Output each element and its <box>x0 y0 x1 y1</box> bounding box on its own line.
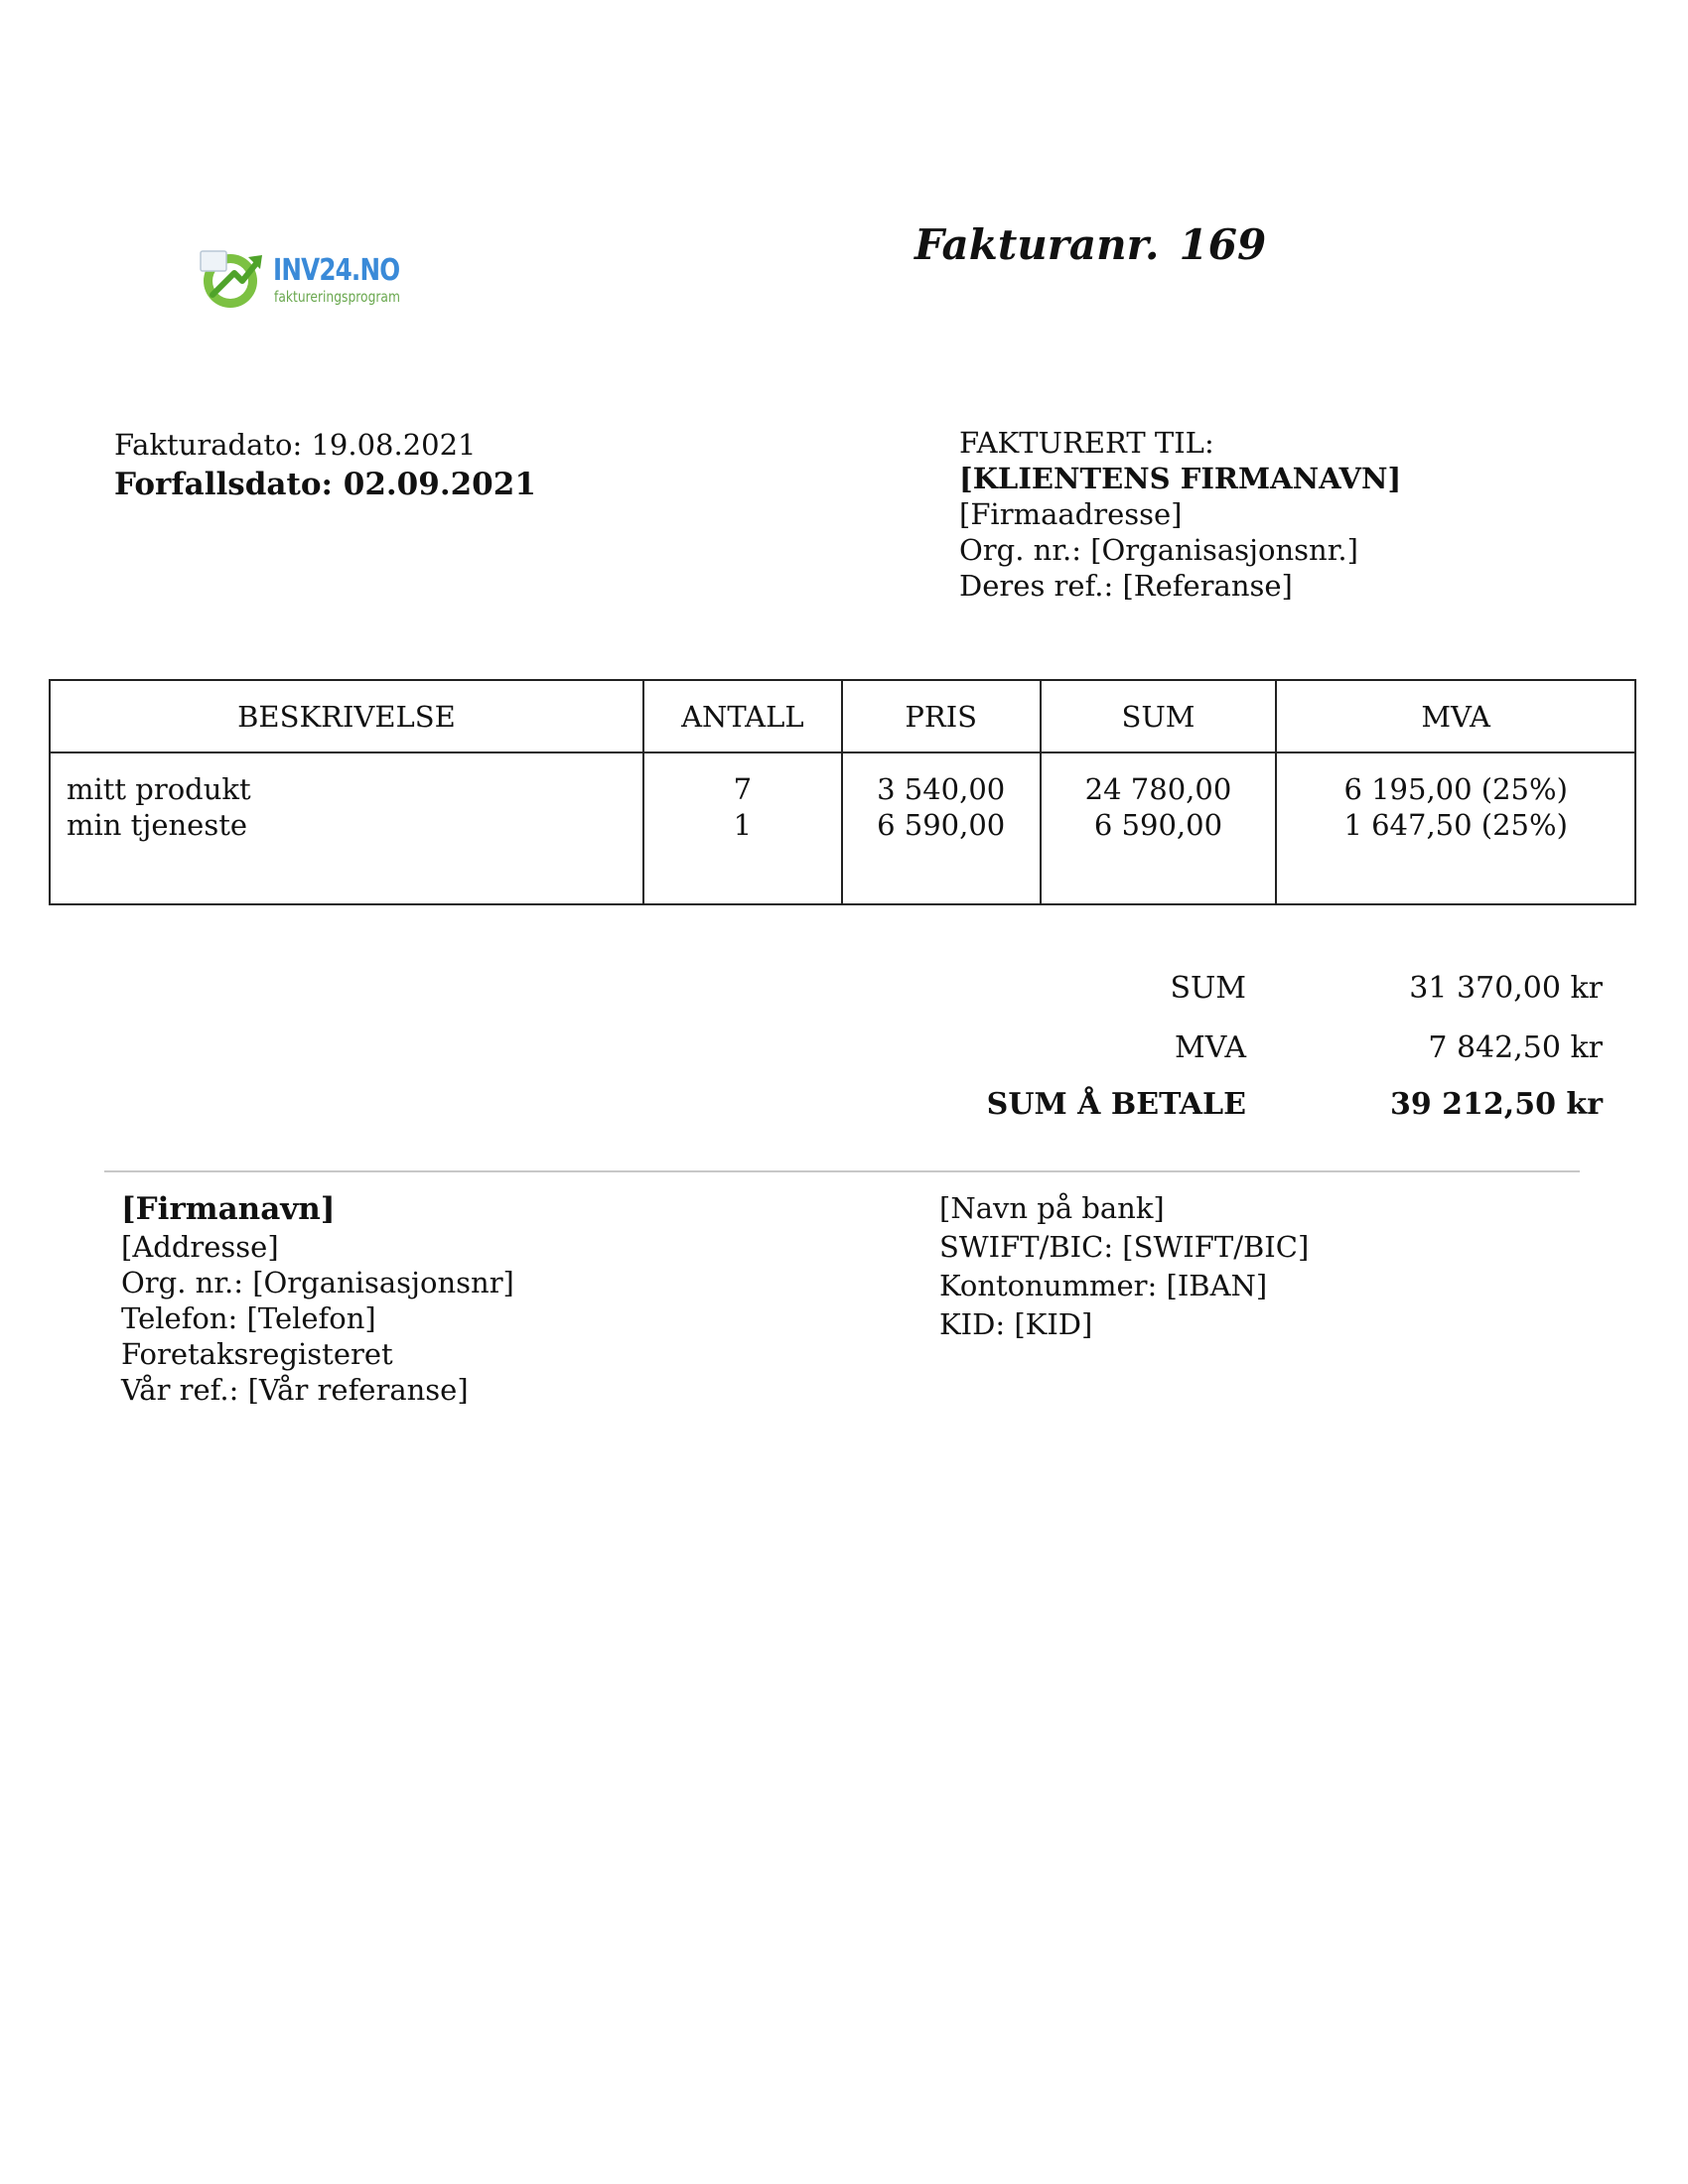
subtotal-value: 31 370,00 kr <box>1409 971 1603 1006</box>
bank-name: [Navn på bank] <box>939 1191 1165 1225</box>
company-logo <box>199 243 417 323</box>
sender-details <box>121 1189 514 1408</box>
vat-total-label: MVA <box>1174 1030 1246 1065</box>
logo-subtitle: faktureringsprogram <box>274 288 400 306</box>
amount-due-label: SUM Å BETALE <box>986 1087 1246 1122</box>
table-header-row <box>50 680 1635 752</box>
column-header-sum: SUM <box>1041 680 1277 752</box>
bank-swift: SWIFT/BIC: [SWIFT/BIC] <box>939 1230 1310 1264</box>
vat-cell <box>1276 752 1635 904</box>
subtotal-label: SUM <box>1170 971 1246 1006</box>
item-description: min tjeneste <box>67 808 248 842</box>
item-quantity: 1 <box>733 808 753 842</box>
bank-kid: KID: [KID] <box>939 1307 1093 1341</box>
table-row <box>50 752 1635 904</box>
invoice-number <box>914 220 1266 269</box>
sender-registry: Foretaksregisteret <box>121 1337 393 1371</box>
footer-divider <box>104 1170 1580 1172</box>
sender-phone: Telefon: [Telefon] <box>121 1301 376 1335</box>
billed-to <box>959 425 1401 604</box>
invoice-number-label: Fakturanr. <box>914 220 1160 269</box>
client-org-nr: Org. nr.: [Organisasjonsnr.] <box>959 533 1358 567</box>
vat-total-value: 7 842,50 kr <box>1428 1030 1603 1065</box>
sum-cell <box>1041 752 1277 904</box>
column-header-quantity: ANTALL <box>643 680 842 752</box>
client-reference: Deres ref.: [Referanse] <box>959 569 1293 603</box>
item-sum: 24 780,00 <box>1084 772 1232 806</box>
column-header-price: PRIS <box>842 680 1041 752</box>
price-cell <box>842 752 1041 904</box>
client-name: [KLIENTENS FIRMANAVN] <box>959 462 1402 495</box>
column-header-vat: MVA <box>1276 680 1635 752</box>
item-vat: 1 647,50 (25%) <box>1343 808 1568 842</box>
item-description: mitt produkt <box>67 772 251 806</box>
item-vat: 6 195,00 (25%) <box>1343 772 1568 806</box>
invoice-dates <box>114 425 536 504</box>
client-address: [Firmaadresse] <box>959 497 1183 531</box>
sender-reference: Vår ref.: [Vår referanse] <box>121 1373 469 1407</box>
billed-to-heading: FAKTURERT TIL: <box>959 426 1214 460</box>
quantity-cell <box>643 752 842 904</box>
logo-name: INV24.NO <box>273 253 400 288</box>
item-price: 6 590,00 <box>877 808 1006 842</box>
logo-emblem-icon <box>199 243 268 313</box>
sender-company-name: [Firmanavn] <box>121 1191 336 1227</box>
item-price: 3 540,00 <box>877 772 1006 806</box>
items-table <box>49 679 1636 905</box>
bank-account: Kontonummer: [IBAN] <box>939 1269 1268 1302</box>
due-date: Forfallsdato: 02.09.2021 <box>114 467 536 502</box>
sender-address: [Addresse] <box>121 1230 279 1264</box>
invoice-number-value: 169 <box>1179 220 1267 269</box>
bank-details <box>939 1189 1309 1344</box>
item-quantity: 7 <box>733 772 753 806</box>
invoice-date: Fakturadato: 19.08.2021 <box>114 428 477 462</box>
amount-due-value: 39 212,50 kr <box>1389 1087 1603 1122</box>
item-sum: 6 590,00 <box>1093 808 1223 842</box>
description-cell <box>50 752 643 904</box>
sender-org-nr: Org. nr.: [Organisasjonsnr] <box>121 1266 514 1299</box>
column-header-description: BESKRIVELSE <box>50 680 643 752</box>
